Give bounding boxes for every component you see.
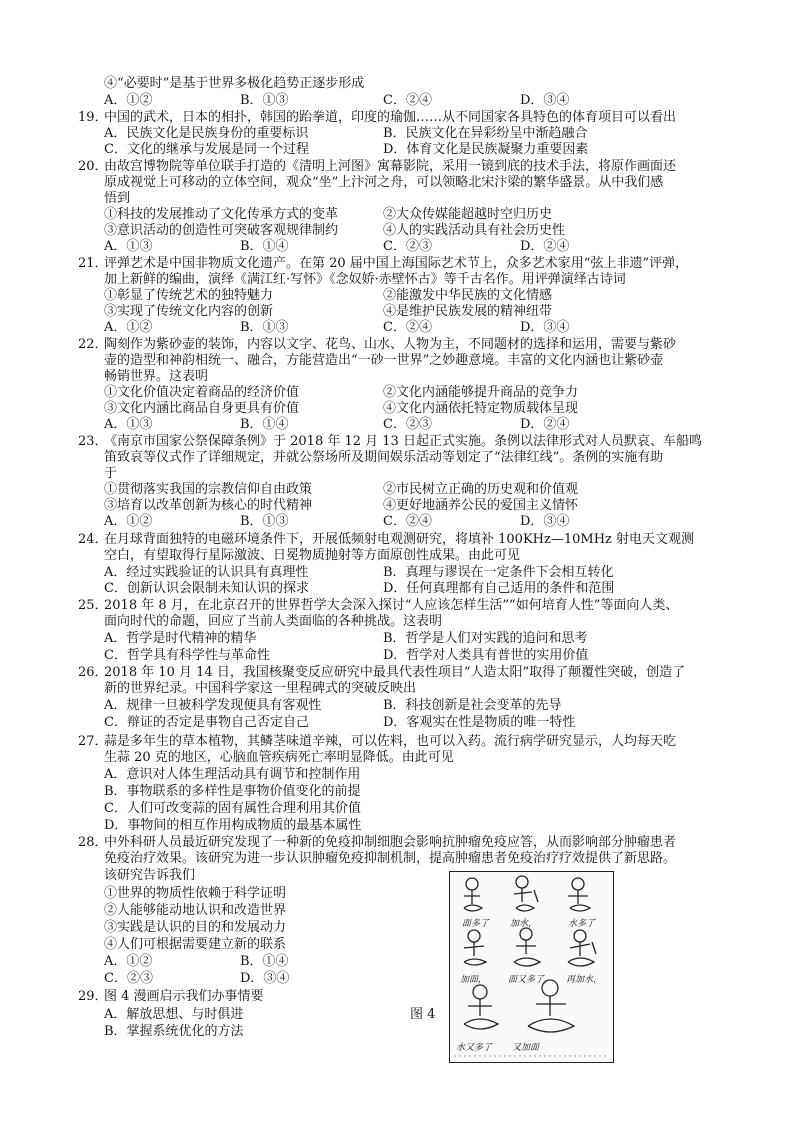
cartoon-panel-6 [568, 930, 596, 966]
q22-option-d: D．②④ [520, 417, 570, 432]
q21-option-c: C．②④ [383, 320, 432, 335]
cartoon-panel-1 [464, 878, 482, 911]
q23-statement-4: ④更好地涵养公民的爱国主义情怀 [383, 498, 579, 513]
q23-statement-2: ②市民树立正确的历史观和价值观 [383, 482, 579, 497]
q26-stem-line2: 新的世界纪录。中国科学家这一里程碑式的突破反映出 [104, 681, 417, 696]
q24-stem-line2: 空白，有望取得行星际激波、日冕物质抛射等方面原创性成果。由此可见 [104, 548, 521, 563]
figure-4-cartoon [449, 871, 614, 1063]
q22-statement-3: ③文化内涵比商品自身更具有价值 [104, 401, 300, 416]
q27-option-a: A．意识对人体生理活动具有调节和控制作用 [104, 767, 361, 782]
q23-statement-1: ①贯彻落实我国的宗教信仰自由政策 [104, 482, 313, 497]
q19-number: 19． [78, 110, 108, 125]
q27-stem-line1: 蒜是多年生的草本植物，其鳞茎味道辛辣，可以佐料，也可以入药。流行病学研究显示，人均每天吃 [104, 734, 677, 749]
q22-stem-line2: 壶的造型和神韵相统一、融合，方能营造出“一砂一世界”之妙趣意境。丰富的文化内涵也让紫砂壶 [104, 353, 664, 368]
q20-statement-2: ②大众传媒能超越时空归历史 [383, 207, 553, 222]
q24-option-a: A．经过实践验证的认识具有真理性 [104, 565, 309, 580]
q26-option-b: B．科技创新是社会变革的先导 [383, 698, 562, 713]
cartoon-panel-5 [514, 928, 540, 966]
q28-statement-1: ①世界的物质性依赖于科学证明 [104, 886, 287, 901]
q21-number: 21． [78, 256, 108, 271]
q22-option-b: B．①④ [240, 417, 289, 432]
q28-option-a: A．①② [104, 954, 153, 969]
q22-stem-line3: 畅销世界。这表明 [104, 369, 209, 384]
q20-stem-line1: 由故宫博物院等单位联手打造的《清明上河图》寓幕影院，采用一镜到底的技术手法，将原作画面还 [104, 159, 677, 174]
q18-option-d: D．③④ [520, 93, 570, 108]
q19-stem: 中国的武术，日本的相扑，韩国的跆拳道，印度的瑜伽……从不同国家各具特色的体育项目可以看出 [104, 110, 677, 125]
q26-stem-line1: 2018 年 10 月 14 日，我国核聚变反应研究中最具代表性项目“人造太阳”取得了颠覆性突破，创造了 [104, 665, 686, 680]
q24-option-b: B．真理与谬误在一定条件下会相互转化 [383, 565, 614, 580]
q20-statement-1: ①科技的发展推动了文化传承方式的变革 [104, 207, 339, 222]
q23-stem-line3: 于 [104, 466, 118, 481]
cartoon-panel-2 [514, 876, 538, 911]
q25-stem-line2: 面向时代的命题，回应了当前人类面临的各种挑战。这表明 [104, 614, 443, 629]
q19-option-d: D．体育文化是民族凝聚力重要因素 [383, 142, 589, 157]
q22-stem-line1: 陶刻作为紫砂壶的装饰，内容以文字、花鸟、山水、人物为主，不同题材的选择和运用，需要与紫砂 [104, 337, 677, 352]
q24-option-d: D．任何真理都有自己适用的条件和范围 [383, 581, 615, 596]
q23-option-a: A．①② [104, 514, 153, 529]
q26-option-c: C．辩证的否定是事物自己否定自己 [104, 715, 309, 730]
q27-number: 27． [78, 734, 108, 749]
q18-option-a: A．①② [104, 93, 153, 108]
q22-option-a: A．①③ [104, 417, 153, 432]
q21-option-a: A．①② [104, 320, 153, 335]
cartoon-label-7: 水又多了 [456, 1043, 493, 1053]
q20-option-d: D．②④ [520, 239, 570, 254]
q23-stem-line2: 笛致哀等仪式作了详细规定，并就公祭场所及期间娱乐活动等划定了“法律红线”。条例的实施有助 [104, 450, 664, 465]
cartoon-panel-4 [464, 930, 486, 965]
cartoon-drawing [450, 872, 613, 1062]
q27-stem-line2: 生蒜 20 克的地区，心脑血管疾病死亡率明显降低。由此可见 [104, 750, 454, 765]
q27-option-b: B．事物联系的多样性是事物价值变化的前提 [104, 784, 361, 799]
q28-option-c: C．②③ [104, 971, 153, 986]
cartoon-label-1: 面多了 [462, 919, 490, 929]
q23-number: 23． [78, 434, 108, 449]
q28-stem-line2: 免疫治疗效果。该研究为进一步认识肿瘤免疫抑制机制，提高肿瘤患者免疫治疗疗效提供了新思路。 [104, 851, 677, 866]
q20-option-c: C．②③ [383, 239, 432, 254]
q29-stem: 图 4 漫画启示我们办事情要 [104, 989, 264, 1004]
q26-option-a: A．规律一旦被科学发现便具有客观性 [104, 698, 322, 713]
q21-option-b: B．①③ [240, 320, 289, 335]
q20-stem-line3: 悟到 [104, 191, 131, 206]
cartoon-panel-8 [528, 980, 574, 1032]
q26-option-d: D．客观实在性是物质的唯一特性 [383, 715, 576, 730]
q21-statement-4: ④是维护民族发展的精神纽带 [383, 304, 553, 319]
q20-statement-3: ③意识活动的创造性可突破客观规律制约 [104, 223, 339, 238]
cartoon-label-6: 再加水， [566, 975, 603, 985]
q29-option-a: A．解放思想、与时俱进 [104, 1007, 244, 1022]
q28-statement-2: ②人能够能动地认识和改造世界 [104, 903, 287, 918]
q24-stem-line1: 在月球背面独特的电磁环境条件下，开展低频射电观测研究，将填补 100KHz—10MHz 射电天文观测 [104, 532, 695, 547]
q18-option-c: C．②④ [383, 93, 432, 108]
cartoon-label-8: 又加面 [512, 1043, 540, 1053]
q25-option-c: C．哲学具有科学性与革命性 [104, 648, 270, 663]
q24-option-c: C．创新认识会限制未知认识的探求 [104, 581, 309, 596]
cartoon-panel-7 [464, 985, 498, 1029]
cartoon-label-3: 水多了 [568, 919, 596, 929]
q26-number: 26． [78, 665, 108, 680]
q28-stem-line1: 中外科研人员最近研究发现了一种新的免疫抑制细胞会影响抗肿瘤免疫应答，从而影响部分肿瘤患者 [104, 835, 677, 850]
q19-option-a: A．民族文化是民族身份的重要标识 [104, 126, 309, 141]
q29-option-b: B．掌握系统优化的方法 [104, 1024, 244, 1039]
q25-option-b: B．哲学是人们对实践的追问和思考 [383, 631, 588, 646]
q18-option-b: B．①③ [240, 93, 289, 108]
q22-statement-4: ④文化内涵依托特定物质载体呈现 [383, 401, 579, 416]
q19-option-b: B．民族文化在异彩纷呈中渐趋融合 [383, 126, 588, 141]
q28-statement-3: ③实践是认识的目的和发展动力 [104, 920, 287, 935]
q27-option-d: D．事物间的相互作用构成物质的最基本属性 [104, 818, 362, 833]
q23-statement-3: ③培育以改革创新为核心的时代精神 [104, 498, 313, 513]
q28-statement-4: ④人们可根据需要建立新的联系 [104, 937, 287, 952]
q20-option-b: B．①④ [240, 239, 289, 254]
q18-statement-4: ④“必要时”是基于世界多极化趋势正逐步形成 [104, 76, 365, 91]
q22-statement-2: ②文化内涵能够提升商品的竞争力 [383, 385, 579, 400]
q22-option-c: C．②③ [383, 417, 432, 432]
q27-option-c: C．人们可改变蒜的固有属性合理利用其价值 [104, 801, 361, 816]
q22-number: 22． [78, 337, 108, 352]
q23-option-d: D．③④ [520, 514, 570, 529]
q28-number: 28． [78, 835, 108, 850]
cartoon-label-5: 面又多了， [508, 975, 554, 985]
q22-statement-1: ①文化价值决定着商品的经济价值 [104, 385, 300, 400]
q20-number: 20． [78, 159, 108, 174]
q21-stem-line2: 加上新鲜的编曲，演绎《满江红·写怀》《念奴娇·赤壁怀古》等千古名作。用评弹演绎古诗词 [104, 272, 626, 287]
q29-number: 29． [78, 989, 108, 1004]
q21-option-d: D．③④ [520, 320, 570, 335]
q25-number: 25． [78, 598, 108, 613]
q21-statement-3: ③实现了传统文化内容的创新 [104, 304, 274, 319]
cartoon-label-2: 加水， [510, 919, 538, 929]
q28-stem-line3: 该研究告诉我们 [104, 868, 196, 883]
cartoon-panel-3 [568, 878, 590, 911]
cartoon-label-4: 加面， [460, 975, 488, 985]
q20-option-a: A．①③ [104, 239, 153, 254]
q21-statement-2: ②能激发中华民族的文化情感 [383, 288, 553, 303]
q23-option-c: C．②④ [383, 514, 432, 529]
q23-stem-line1: 《南京市国家公祭保障条例》于 2018 年 12 月 13 日起正式实施。条例以法律形式对人员默哀、车船鸣 [104, 434, 702, 449]
q25-stem-line1: 2018 年 8 月，在北京召开的世界哲学大会深入探讨“人应该怎样生活”“如何培育人性”等面向人类、 [104, 598, 679, 613]
q24-number: 24． [78, 532, 108, 547]
q20-stem-line2: 原成视觉上可移动的立体空间，观众“坐”上汴河之舟，可以领略北宋汴梁的繁华盛景。从中我们感 [104, 175, 664, 190]
q25-option-a: A．哲学是时代精神的精华 [104, 631, 257, 646]
q19-option-c: C．文化的继承与发展是同一个过程 [104, 142, 309, 157]
q20-statement-4: ④人的实践活动具有社会历史性 [383, 223, 566, 238]
q21-stem-line1: 评弹艺术是中国非物质文化遗产。在第 20 届中国上海国际艺术节上，众多艺术家用“弦上非遗”评弹， [104, 256, 689, 271]
q25-option-d: D．哲学对人类具有普世的实用价值 [383, 648, 589, 663]
q28-option-b: B．①④ [240, 954, 289, 969]
q28-option-d: D．③④ [240, 971, 290, 986]
q21-statement-1: ①彰显了传统艺术的独特魅力 [104, 288, 274, 303]
q23-option-b: B．①③ [240, 514, 289, 529]
figure-caption: 图 4 [410, 1007, 436, 1022]
